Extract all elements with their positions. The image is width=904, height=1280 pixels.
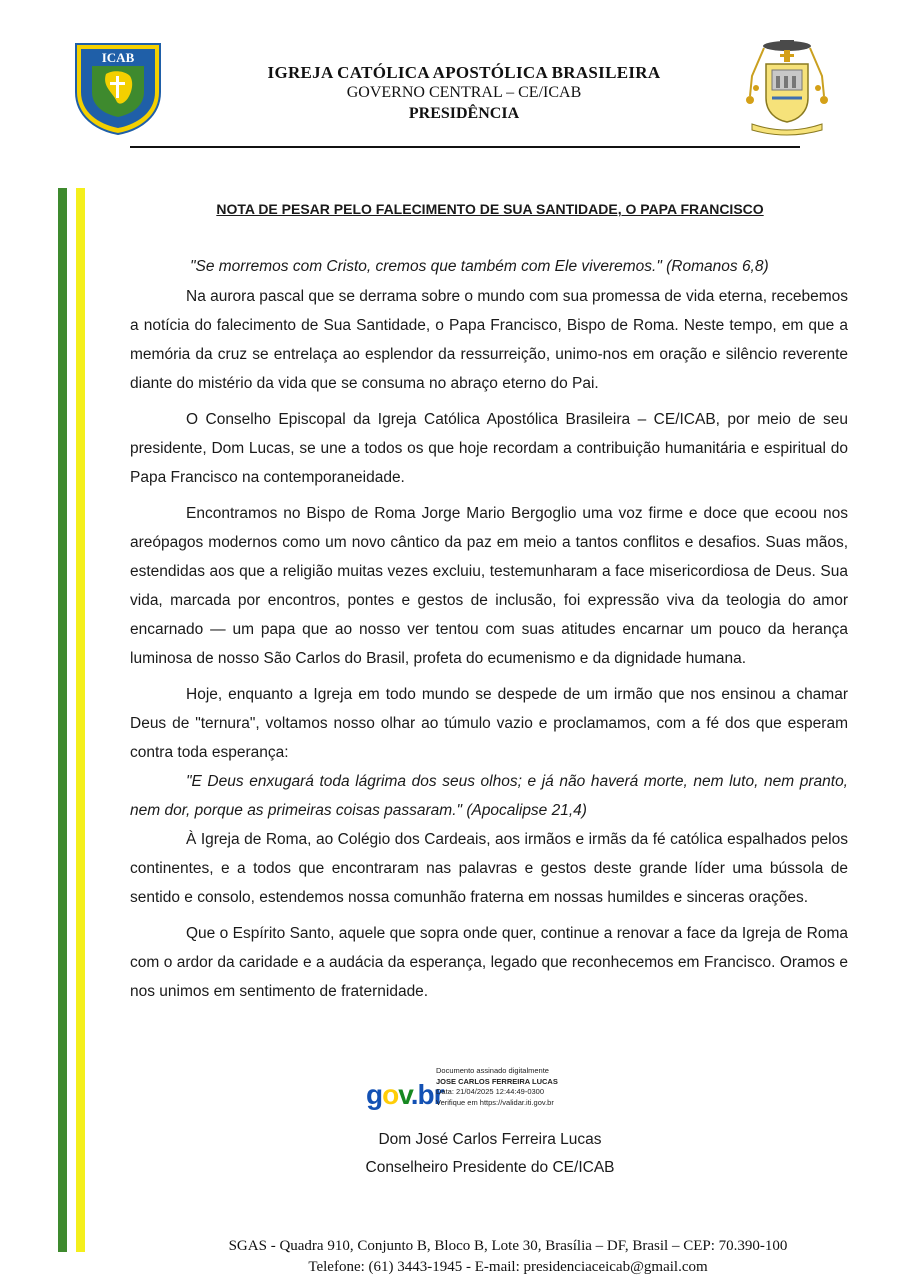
epigraph: "Se morremos com Cristo, cremos que também com Ele viveremos." (Romanos 6,8) xyxy=(190,258,769,275)
paragraph: Que o Espírito Santo, aquele que sopra onde quer, continue a renovar a face da Igreja de Roma com o ardor da caridade e a audácia da esperança, legado que reconhecemos em Francisco. Oramos e nos unimos em sentimento de fraternidade. xyxy=(130,925,848,1000)
verification-url: Verifique em https://validar.iti.gov.br xyxy=(436,1097,554,1107)
signatory-role: Conselheiro Presidente do CE/ICAB xyxy=(365,1159,615,1176)
scripture-quote: "E Deus enxugará toda lágrima dos seus olhos; e já não haverá morte, nem luto, nem pranto, nem dor, porque as primeiras coisas passaram." (Apocalipse 21,4) xyxy=(130,773,848,819)
paragraph: Na aurora pascal que se derrama sobre o mundo com sua promessa de vida eterna, recebemos a notícia do falecimento de Sua Santidade, o Papa Francisco, Bispo de Roma. Neste tempo, em que a memória da cruz se entrelaça ao esplendor da ressurreição, unimo-nos em oração e silêncio reverente diante do mistério da vida que se consuma no abraço eterno do Pai. xyxy=(130,288,848,392)
paragraph: À Igreja de Roma, ao Colégio dos Cardeais, aos irmãos e irmãs da fé católica espalhados pelos continentes, e a todos que encontraram nas palavras e gestos deste grande líder uma bússola de sentido e consolo, estendemos nossa comunhão fraterna em nossas humildes e sinceras orações. xyxy=(130,831,848,906)
signature-date: Data: 21/04/2025 12:44:49-0300 xyxy=(436,1087,545,1096)
header-text xyxy=(200,62,728,125)
signature-label: Documento assinado digitalmente xyxy=(436,1066,549,1075)
episcopal-coat-of-arms-icon xyxy=(738,36,836,138)
signatory-name: Dom José Carlos Ferreira Lucas xyxy=(378,1131,602,1148)
document-title: NOTA DE PESAR PELO FALECIMENTO DE SUA SANTIDADE, O PAPA FRANCISCO xyxy=(216,201,764,217)
footer xyxy=(130,1236,886,1278)
footer-address: SGAS - Quadra 910, Conjunto B, Bloco B, Lote 30, Brasília – DF, Brasil – CEP: 70.390-100 xyxy=(228,1238,788,1254)
govbr-logo: gov.br xyxy=(366,1079,444,1110)
paragraph: Hoje, enquanto a Igreja em todo mundo se despede de um irmão que nos ensinou a chamar Deus de "ternura", voltamos nosso olhar ao túmulo vazio e proclamamos, com a fé dos que esperam contra toda esperança: xyxy=(130,686,848,761)
presidency-label: PRESIDÊNCIA xyxy=(408,105,520,122)
signature-details xyxy=(436,1066,558,1108)
paragraph: O Conselho Episcopal da Igreja Católica Apostólica Brasileira – CE/ICAB, por meio de seu presidente, Dom Lucas, se une a todos os que hoje recordam a contribuição humanitária e espiritual do Papa Francisco na contemporaneidade. xyxy=(130,411,848,486)
signer-name: JOSE CARLOS FERREIRA LUCAS xyxy=(436,1076,558,1086)
yellow-side-stripe xyxy=(76,188,85,1252)
church-name: IGREJA CATÓLICA APOSTÓLICA BRASILEIRA xyxy=(267,63,661,82)
digital-signature-seal xyxy=(366,1066,596,1118)
header-divider xyxy=(130,146,800,148)
icab-shield-logo xyxy=(72,40,164,136)
icab-logo-text: ICAB xyxy=(101,50,135,65)
footer-contact: Telefone: (61) 3443-1945 - E-mail: presidenciaceicab@gmail.com xyxy=(308,1259,708,1275)
government-name: GOVERNO CENTRAL – CE/ICAB xyxy=(346,84,582,101)
paragraph: Encontramos no Bispo de Roma Jorge Mario Bergoglio uma voz firme e doce que ecoou nos areópagos modernos como um novo cântico da paz em meio a tantos conflitos e desafios. Suas mãos, estendidas aos que a religião muitas vezes excluiu, testemunharam a face misericordiosa de Deus. Sua vida, marcada por encontros, pontes e gestos de inclusão, foi expressão viva da teologia do amor encarnado — um papa que ao nosso ver tentou com suas atitudes encarnar um pouco da herança luminosa de nosso São Carlos do Brasil, profeta do ecumenismo e da dignidade humana. xyxy=(130,505,848,667)
green-side-stripe xyxy=(58,188,67,1252)
document-body xyxy=(130,252,848,1006)
